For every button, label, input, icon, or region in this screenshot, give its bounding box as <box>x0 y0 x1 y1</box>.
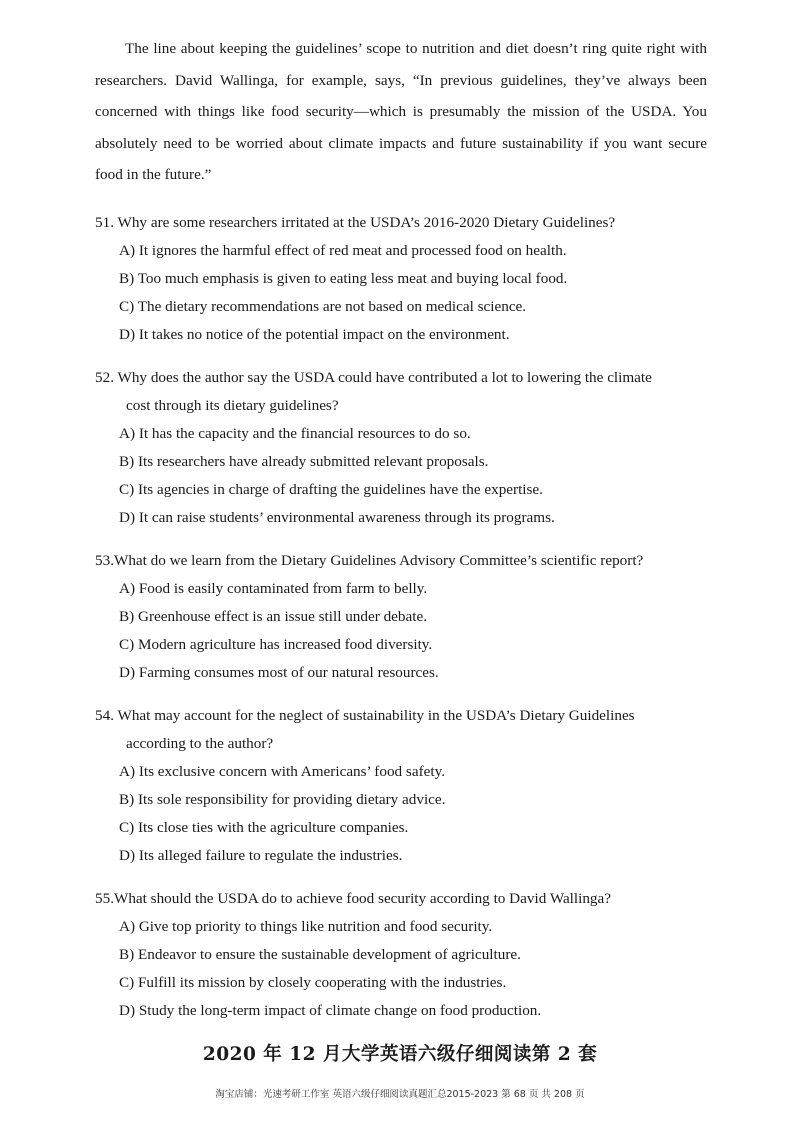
option-c: C) Modern agriculture has increased food diversity. <box>119 636 433 653</box>
question-stem-text: 51. Why are some researchers irritated at the USDA’s 2016-2020 Dietary Guidelines? <box>95 214 616 231</box>
question-stem <box>95 364 707 420</box>
option-b: B) Its researchers have already submitted relevant proposals. <box>119 453 489 470</box>
question-stem-continued: according to the author? <box>126 735 274 752</box>
option-a: A) It ignores the harmful effect of red meat and processed food on health. <box>119 242 567 259</box>
question-stem-text: 55.What should the USDA do to achieve food security according to David Wallinga? <box>95 890 612 907</box>
option-c: C) Its agencies in charge of drafting the guidelines have the expertise. <box>119 481 543 498</box>
section-title: 2020 年 12 月大学英语六级仔细阅读第 2 套 <box>202 1044 598 1065</box>
option-c: C) Its close ties with the agriculture companies. <box>119 819 409 836</box>
option-c: C) Fulfill its mission by closely cooperating with the industries. <box>119 974 507 991</box>
option-c: C) The dietary recommendations are not based on medical science. <box>119 298 527 315</box>
option-d: D) Farming consumes most of our natural resources. <box>119 664 439 681</box>
option-d: D) Its alleged failure to regulate the industries. <box>119 847 403 864</box>
question-stem <box>95 547 707 575</box>
option-list <box>95 758 707 870</box>
page-footer: 淘宝店铺：光速考研工作室 英语六级仔细阅读真题汇总2015-2023 第 68 页 共 208 页 <box>215 1089 585 1100</box>
question-stem-continued: cost through its dietary guidelines? <box>126 397 339 414</box>
question-55 <box>95 885 707 1025</box>
option-a: A) Give top priority to things like nutrition and food security. <box>119 918 493 935</box>
option-a: A) Its exclusive concern with Americans’ food safety. <box>119 763 445 780</box>
option-b: B) Its sole responsibility for providing dietary advice. <box>119 791 446 808</box>
passage-paragraph: The line about keeping the guidelines’ scope to nutrition and diet doesn’t ring quite right with researchers. David Wallinga, for example, says, “In previous guidelines, they’ve always been concerned with things like food security—which is presumably the mission of the USDA. You absolutely need to be worried about climate impacts and future sustainability if you want secure food in the future.” <box>95 40 707 183</box>
option-d: D) Study the long-term impact of climate change on food production. <box>119 1002 542 1019</box>
option-list <box>95 420 707 532</box>
question-52 <box>95 364 707 532</box>
option-d: D) It takes no notice of the potential impact on the environment. <box>119 326 510 343</box>
option-list <box>95 913 707 1025</box>
option-list <box>95 575 707 687</box>
question-stem-text: 53.What do we learn from the Dietary Guidelines Advisory Committee’s scientific report? <box>95 552 644 569</box>
question-51 <box>95 209 707 349</box>
option-b: B) Greenhouse effect is an issue still under debate. <box>119 608 428 625</box>
question-stem-text: 54. What may account for the neglect of sustainability in the USDA’s Dietary Guidelines <box>95 707 635 724</box>
question-stem <box>95 885 707 913</box>
question-54 <box>95 702 707 870</box>
question-stem-text: 52. Why does the author say the USDA could have contributed a lot to lowering the climate <box>95 369 652 386</box>
question-53 <box>95 547 707 687</box>
option-b: B) Too much emphasis is given to eating less meat and buying local food. <box>119 270 568 287</box>
question-stem <box>95 702 707 758</box>
option-b: B) Endeavor to ensure the sustainable development of agriculture. <box>119 946 521 963</box>
option-a: A) It has the capacity and the financial resources to do so. <box>119 425 471 442</box>
option-a: A) Food is easily contaminated from farm to belly. <box>119 580 428 597</box>
option-d: D) It can raise students’ environmental awareness through its programs. <box>119 509 555 526</box>
question-stem <box>95 209 707 237</box>
option-list <box>95 237 707 349</box>
